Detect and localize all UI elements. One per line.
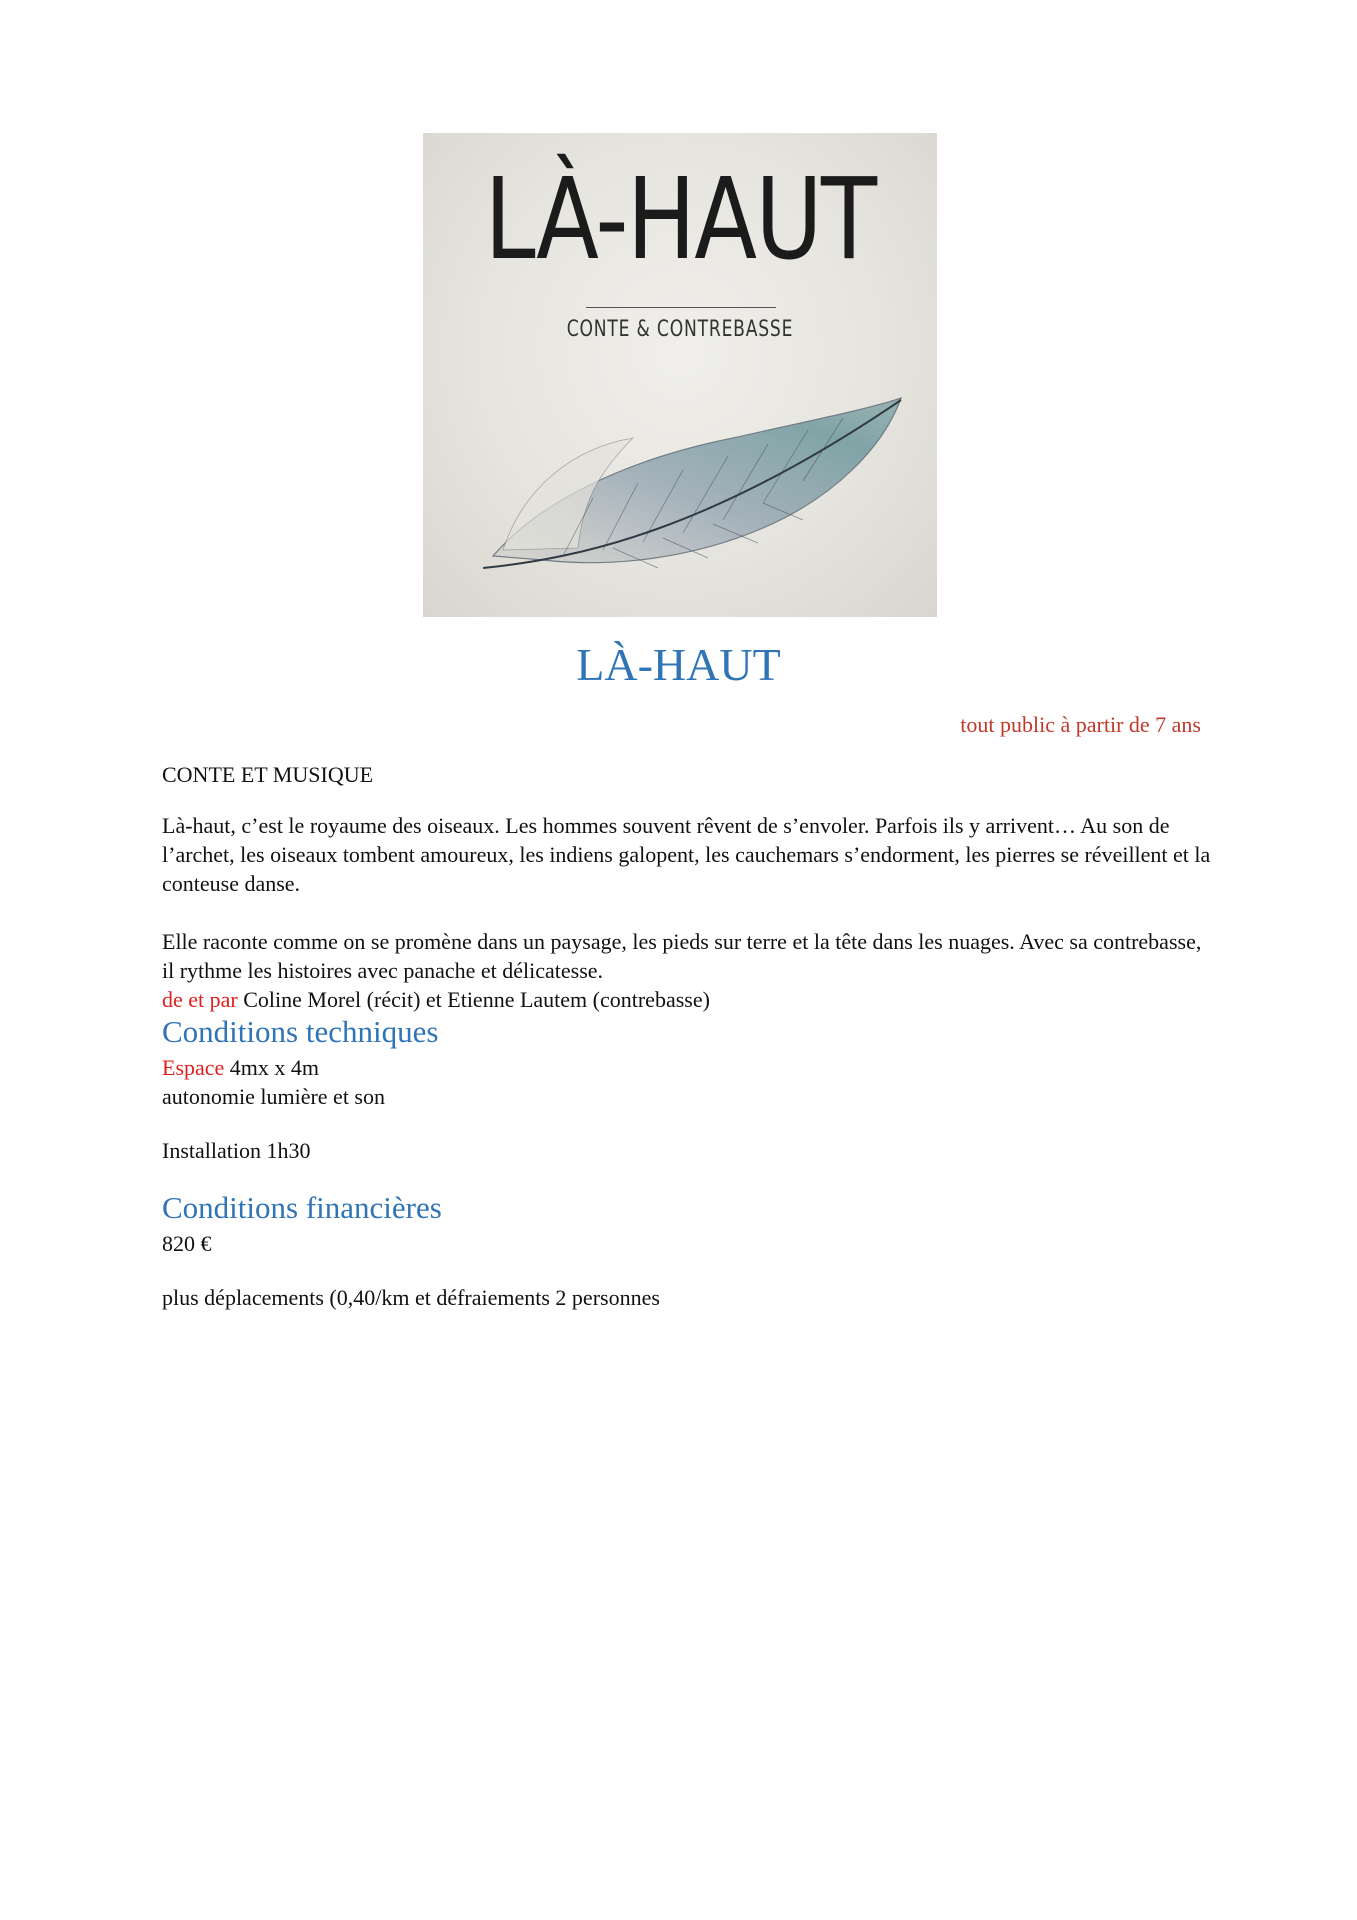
credits-label: de et par [162, 987, 238, 1012]
technical-heading: Conditions techniques [162, 1014, 439, 1049]
financial-heading: Conditions financières [162, 1190, 442, 1225]
space-value: 4mx x 4m [229, 1055, 320, 1080]
page-title: LÀ-HAUT [576, 639, 781, 690]
space-line [162, 1053, 319, 1082]
travel-costs-line: plus déplacements (0,40/km et défraiements 2 personnes [162, 1285, 660, 1310]
poster-subtitle: CONTE & CONTREBASSE [566, 317, 794, 342]
genre-label: CONTE ET MUSIQUE [162, 762, 374, 787]
poster-divider [586, 307, 776, 308]
poster-title: LÀ-HAUT [484, 155, 876, 285]
description-paragraph: Là-haut, c’est le royaume des oiseaux. Les hommes souvent rêvent de s’envoler. Parfois ils y arrivent… Au son de l’archet, les oiseaux tombent amoureux, les indiens galopent, les cauchemars s’endorment, les pierres se réveillent et la conteuse danse. [162, 813, 1211, 896]
poster-image [423, 133, 937, 617]
space-label: Espace [162, 1055, 225, 1080]
price-line: 820 € [162, 1231, 212, 1256]
description-paragraph: Elle raconte comme on se promène dans un paysage, les pieds sur terre et la tête dans les nuages. Avec sa contrebasse, il rythme les histoires avec panache et délicatesse. [162, 929, 1202, 983]
autonomy-line: autonomie lumière et son [162, 1084, 385, 1109]
feather-illustration [483, 378, 913, 608]
installation-line: Installation 1h30 [162, 1138, 311, 1163]
credits-text: Coline Morel (récit) et Etienne Lautem (contrebasse) [243, 987, 710, 1012]
audience-note: tout public à partir de 7 ans [960, 712, 1201, 737]
credits-line [162, 985, 710, 1014]
